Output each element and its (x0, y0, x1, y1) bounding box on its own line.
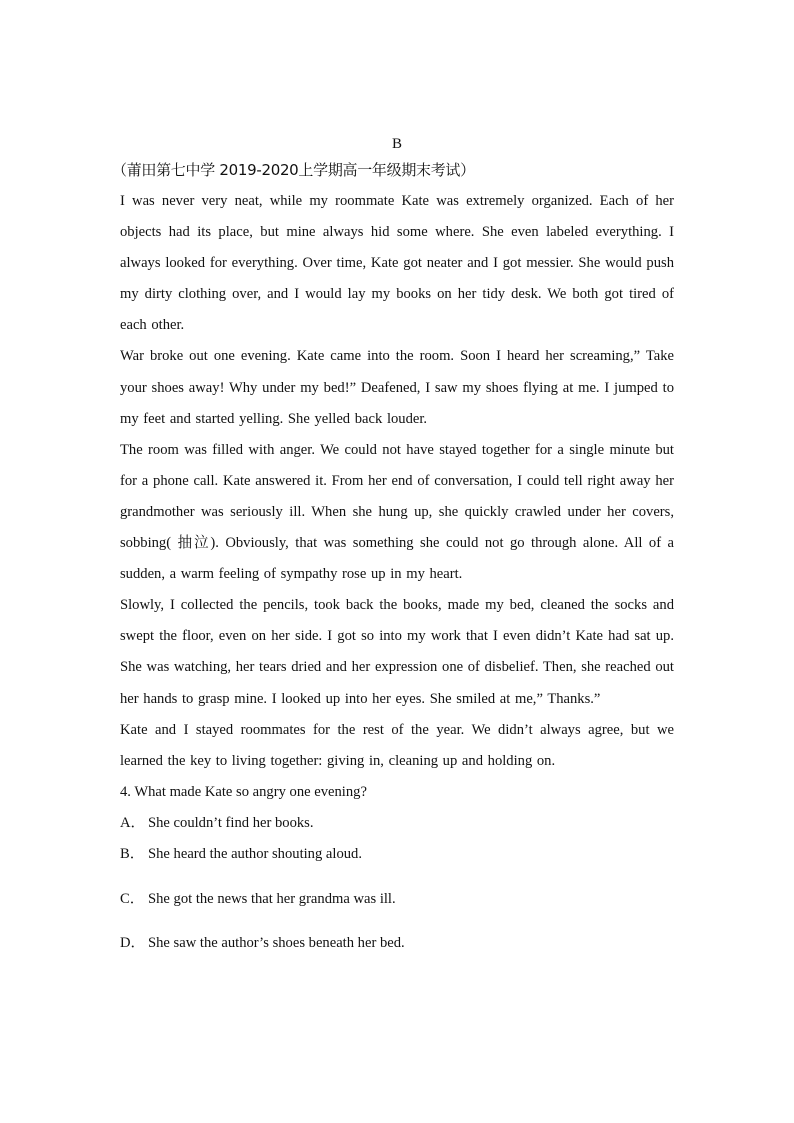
option-a-text: She couldn’t find her books. (148, 814, 314, 831)
option-b-letter: B． (120, 845, 145, 862)
passage-paragraph-1: I was never very neat, while my roommate Kate was extremely organized. Each of her objects had its place, but mine always hid some where. She even labeled everything. I always looked for everything. Over time, Kate got neater and I got messier. She would push my dirty clothing over, and I would lay my books on her tidy desk. We both got tired of each other. (120, 193, 674, 334)
option-d-letter: D． (120, 934, 146, 951)
source-note: （莆田第七中学 2019-2020上学期高一年级期末考试） (112, 161, 475, 179)
option-d-text: She saw the author’s shoes beneath her bed. (148, 934, 405, 951)
option-b-text: She heard the author shouting aloud. (148, 845, 362, 862)
option-c-text: She got the news that her grandma was ill. (148, 890, 396, 907)
passage-paragraph-3: The room was filled with anger. We could not have stayed together for a single minute but for a phone call. Kate answered it. From her end of conversation, I could tell right away her grandmother was seriously ill. When she hung up, she quickly crawled under her covers, sobbing( 抽泣). Obviously, that was something she could not go through alone. All of a sudden, a warm feeling of sympathy rose up in my heart. (120, 441, 674, 583)
option-b[interactable] (120, 839, 674, 884)
option-d[interactable] (120, 928, 674, 959)
option-a-letter: A． (120, 814, 146, 831)
question-stem: 4. What made Kate so angry one evening? (120, 783, 367, 800)
section-letter: B (391, 136, 402, 152)
document-page (112, 130, 674, 959)
passage-paragraph-4: Slowly, I collected the pencils, took back the books, made my bed, cleaned the socks and swept the floor, even on her side. I got so into my work that I even didn’t Kate had sat up. She was watching, her tears dried and her expression one of disbelief. Then, she reached out her hands to grasp mine. I looked up into her eyes. She smiled at me,” Thanks.” (120, 597, 674, 707)
answer-options (120, 808, 674, 959)
passage-paragraph-2: War broke out one evening. Kate came into the room. Soon I heard her screaming,” Take your shoes away! Why under my bed!” Deafened, I saw my shoes flying at me. I jumped to my feet and started yelling. She yelled back louder. (120, 348, 674, 427)
option-c-letter: C． (120, 890, 145, 907)
option-a[interactable] (120, 808, 674, 839)
option-c[interactable] (120, 884, 674, 928)
passage-paragraph-5: Kate and I stayed roommates for the rest of the year. We didn’t always agree, but we learned the key to living together: giving in, cleaning up and holding on. (120, 721, 674, 769)
